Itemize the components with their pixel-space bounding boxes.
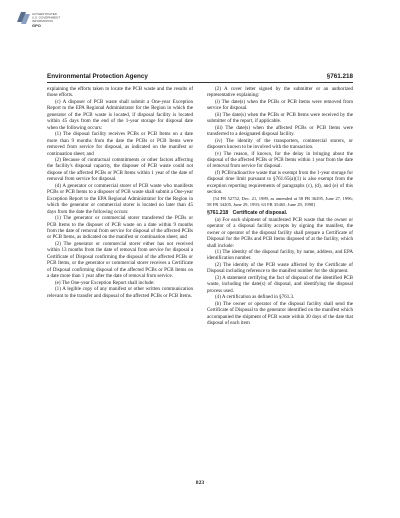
left-paragraph: (2) The generator or commercial storer either has not received within 13 months from the date of removal from service for disposal a Certificate of Disposal confirming the disposal of the affected PCBs or PCB Items, or the generator or commercial storer receives a Certificate of Disposal confirming disposal of the affected PCBs or PCB Items on a date more than 1 year after the date of removal from service. [47, 240, 193, 280]
right-paragraph: (3) A statement certifying the fact of disposal of the identified PCB waste, including the date(s) of disposal, and identifying the disposal process used. [207, 274, 353, 294]
right-paragraph: (2) A cover letter signed by the submitter or an authorized representative explaining: [207, 86, 353, 99]
right-paragraph: (b) The owner or operator of the disposal facility shall send the Certificate of Disposal to the generator identified on the manifest which accompanied the shipment of PCB waste within 30 days of the date that disposal of each item [207, 300, 353, 326]
header-section-number: §761.218 [326, 73, 353, 80]
svg-text:AUTHENTICATED: AUTHENTICATED [32, 12, 57, 16]
left-paragraph: (c) A disposer of PCB waste shall submit a One-year Exception Report to the EPA Regional Administrator for the Region in which the generator of the PCB waste is located, if disposal facility is located within 45 days from the end of the 1-year storage for disposal date when the following occurs: [47, 98, 193, 131]
left-column [47, 86, 193, 299]
running-header [47, 73, 353, 85]
left-paragraph: explaining the efforts taken to locate the PCB waste and the results of those efforts. [47, 86, 193, 99]
gpo-seal-icon [14, 8, 70, 30]
left-paragraph: (1) The generator or commercial storer transferred the PCBs or PCB Items to the disposer of PCB waste on a date within 9 months from the date of removal from service for disposal of the affected PCBs or PCB Items, as indicated on the manifest or continuation sheet; and [47, 215, 193, 241]
right-paragraph: (1) The identity of the disposal facility, by name, address, and EPA identification number. [207, 249, 353, 262]
section-symbol: §761.218 [207, 210, 229, 217]
right-paragraph: (v) The reason, if known, for the delay in bringing about the disposal of the affected PCBs or PCB Items within 1 year from the date of removal from service for disposal. [207, 150, 353, 170]
left-paragraph: (2) Because of contractual commitments or other factors affecting the facility's disposal capacity, the disposer of PCB waste could not dispose of the affected PCBs or PCB Items within 1 year of the date of removal from service for disposal. [47, 156, 193, 183]
right-paragraph: (i) The date(s) when the PCBs or PCB Items were removed from service for disposal. [207, 98, 353, 112]
right-paragraph: (4) A certification as defined in §761.3. [215, 294, 295, 301]
right-paragraph: (iv) The identity of the transporters, commercial storers, or disposers known to be involved with the transaction. [207, 137, 353, 151]
svg-text:U.S. GOVERNMENT: U.S. GOVERNMENT [32, 15, 61, 20]
right-paragraph: (f) PCB/radioactive waste that is exempt from the 1-year storage for disposal time limit pursuant to §761.65(a)(1) is also exempt from the exception reporting requirements of paragraphs (c), (d), and (e) of this section. [207, 169, 353, 196]
gpo-authentication-logo [14, 8, 70, 30]
page-number: 823 [195, 480, 205, 486]
right-paragraph: (iii) The date(s) when the affected PCBs or PCB Items were transferred to a designated disposal facility. [207, 124, 353, 138]
left-paragraph: (1) A legible copy of any manifest or other written communication relevant to the transfer and disposal of the affected PCBs or PCB Items. [47, 286, 193, 299]
right-paragraph: (2) The identity of the PCB waste affected by the Certificate of Disposal including reference to the manifest number for the shipment. [207, 261, 353, 275]
section-title: Certificate of disposal. [232, 210, 288, 217]
left-paragraph: (1) The disposal facility receives PCBs or PCB Items on a date more than 9 months from the date the PCBs or PCB Items were removed from service for disposal, as indicated on the manifest or continuation sheet; and [47, 131, 193, 157]
header-rule [47, 82, 353, 83]
right-paragraph: (ii) The date(s) when the PCBs or PCB Items were received by the submitter of the report, if applicable. [207, 111, 353, 125]
left-paragraph: (e) The One-year Exception Report shall include: [55, 279, 155, 286]
right-column [207, 86, 353, 326]
left-paragraph: (d) A generator or commercial storer of PCB waste who manifests PCBs or PCB Items to a disposer of PCB waste shall submit a One-year Exception Report to the EPA Regional Administrator for the Region in which the generator or commercial storer is located no later than 45 days from the date the following occurs: [47, 182, 193, 215]
source-citation: [54 FR 52752, Dec. 21, 1989, as amended at 58 FR 36295, June 27, 1996; 58 FR 34205, June 29, 1993; 63 FR 35465, June 29, 1998] [207, 195, 353, 207]
right-paragraph: (a) For each shipment of manifested PCB waste that the owner or operator of a disposal facility accepts by signing the manifest, the owner or operator of the disposal facility shall prepare a Certificate of Disposal for the PCBs and PCB Items disposed of at the facility, which shall include: [207, 216, 353, 249]
svg-text:GPO: GPO [32, 23, 41, 28]
svg-text:INFORMATION: INFORMATION [32, 19, 53, 23]
agency-name: Environmental Protection Agency [47, 73, 148, 80]
